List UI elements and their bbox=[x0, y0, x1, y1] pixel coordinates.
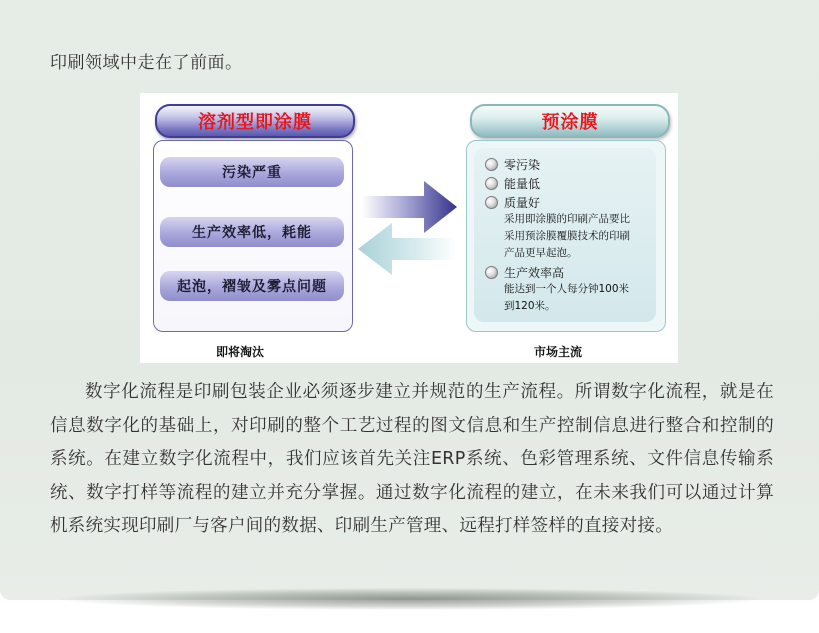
issue-item: 生产效率低，耗能 bbox=[160, 217, 344, 247]
left-title-pill bbox=[155, 104, 355, 138]
intro-line: 印刷领域中走在了前面。 bbox=[50, 53, 243, 73]
bullet-icon bbox=[485, 177, 498, 190]
issue-item: 污染严重 bbox=[160, 157, 344, 187]
advantage-item bbox=[485, 194, 540, 211]
advantage-detail: 采用即涂膜的印刷产品要比 bbox=[504, 213, 630, 225]
left-panel bbox=[153, 140, 353, 332]
left-caption: 即将淘汰 bbox=[216, 345, 265, 359]
right-panel bbox=[466, 140, 666, 332]
advantage-label: 生产效率高 bbox=[504, 266, 565, 280]
advantage-label: 质量好 bbox=[504, 196, 541, 210]
advantage-detail: 能达到一个人每分钟100米 bbox=[504, 283, 630, 295]
right-panel-inner bbox=[474, 148, 656, 322]
advantage-label: 能量低 bbox=[504, 177, 541, 191]
bullet-icon bbox=[485, 266, 498, 279]
arrow-left-icon bbox=[356, 221, 456, 277]
comparison-figure bbox=[140, 93, 678, 363]
advantage-item bbox=[485, 175, 540, 192]
right-title-pill bbox=[470, 104, 670, 138]
left-title: 溶剂型即涂膜 bbox=[198, 112, 312, 133]
body-paragraph: 数字化流程是印刷包装企业必须逐步建立并规范的生产流程。所谓数字化流程，就是在信息数字化的基础上，对印刷的整个工艺过程的图文信息和生产控制信息进行整合和控制的系统。在建立数字化流程中，我们应该首先关注ERP系统、色彩管理系统、文件信息传输系统、数字打样等流程的建立并充分掌握。通过数字化流程的建立，在未来我们可以通过计算机系统实现印刷厂与客户间的数据、印刷生产管理、远程打样签样的直接对接。 bbox=[50, 382, 774, 536]
advantage-detail: 采用预涂膜覆膜技术的印刷 bbox=[504, 230, 630, 242]
advantage-item bbox=[485, 156, 540, 173]
bullet-icon bbox=[485, 158, 498, 171]
advantage-detail: 产品更早起泡。 bbox=[504, 247, 578, 259]
advantage-label: 零污染 bbox=[504, 158, 541, 172]
page-shadow bbox=[60, 588, 760, 610]
right-title: 预涂膜 bbox=[541, 112, 599, 133]
issue-item: 起泡，褶皱及雾点问题 bbox=[160, 271, 344, 301]
bullet-icon bbox=[485, 196, 498, 209]
advantage-detail: 到120米。 bbox=[504, 300, 556, 312]
right-caption: 市场主流 bbox=[534, 345, 583, 359]
advantage-item bbox=[485, 264, 564, 281]
